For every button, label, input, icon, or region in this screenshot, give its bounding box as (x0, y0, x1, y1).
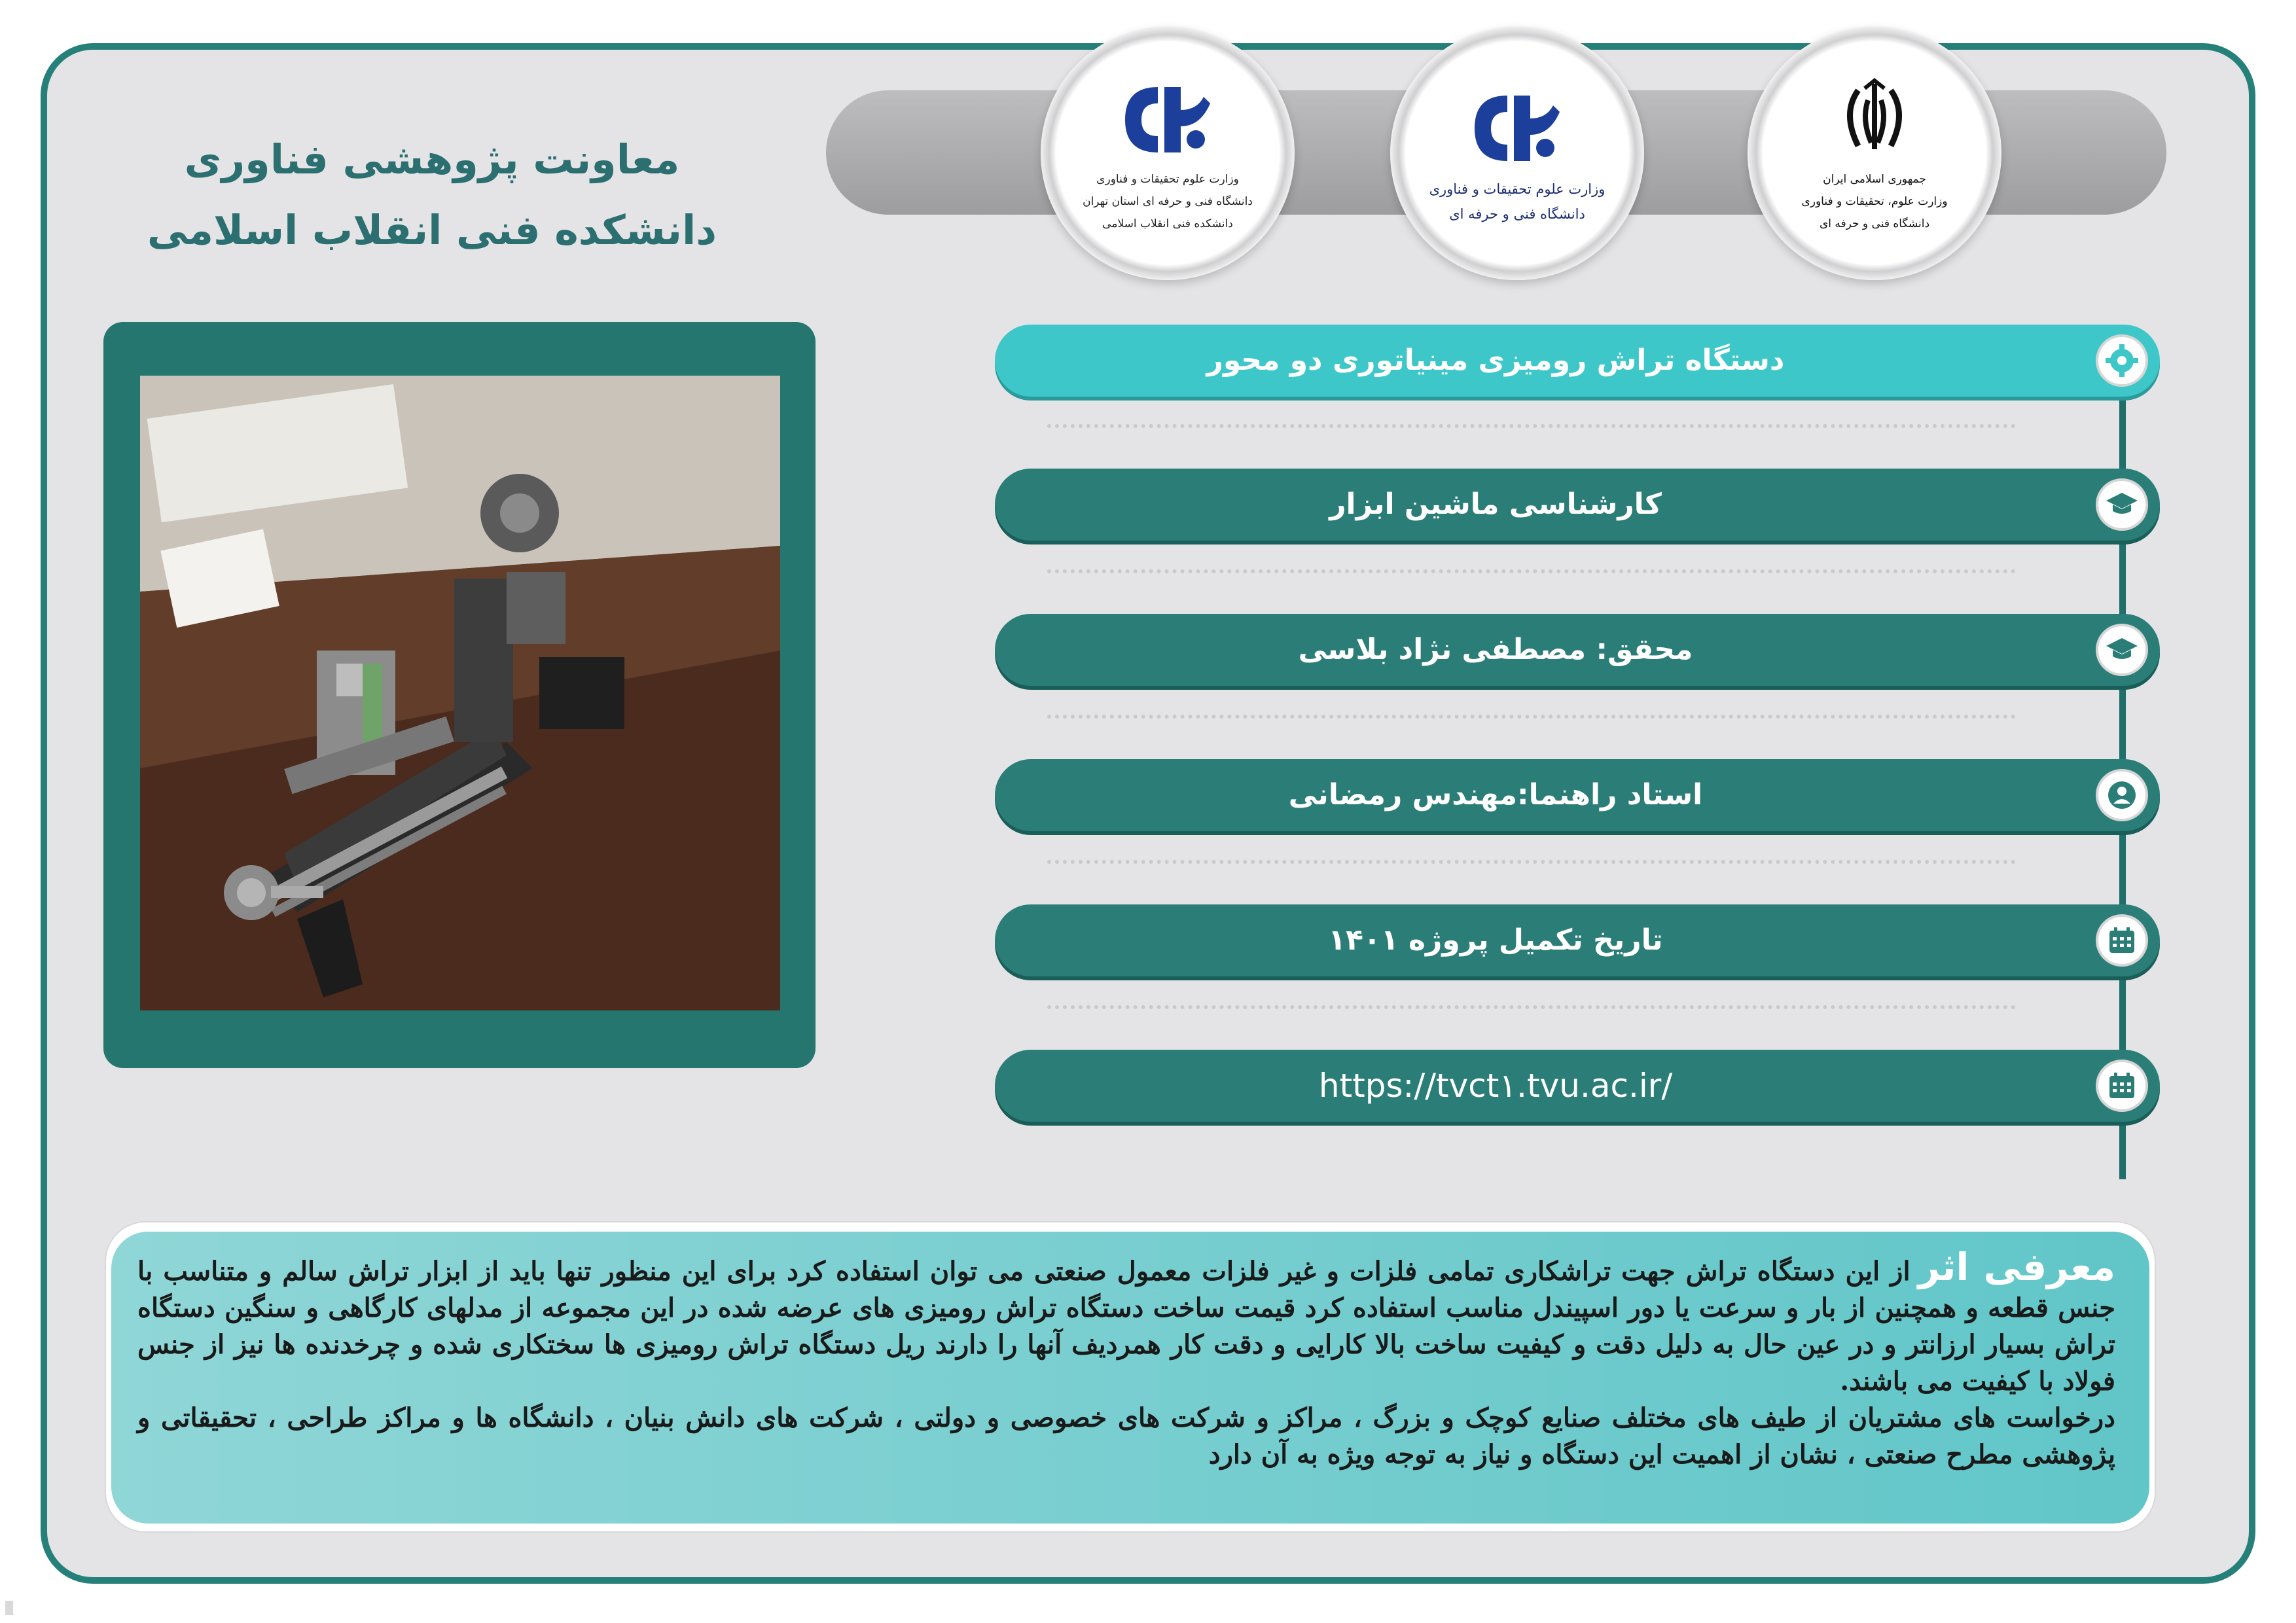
website-link[interactable]: https://tvct۱.tvu.ac.ir/ (1318, 1067, 1673, 1105)
supervisor-label: استاد راهنما:مهندس رمضانی (1288, 778, 1703, 812)
introduction-body-2: درخواست های مشتریان از طیف های مختلف صنایع کوچک و بزرگ ، مراکز و شرکت های خصوصی و دولتی ، شرکت های دانش بنیان ، دانشگاه ها و مراکز طراحی ، تحقیقاتی و پژوهشی مطرح صنعتی ، نشان از اهمیت این دستگاه و نیاز به توجه ویژه به آن دارد (137, 1402, 2115, 1470)
organization-title (118, 124, 746, 266)
title-line-1: معاونت پژوهشی فناوری (184, 135, 680, 183)
logo-text-line: دانشگاه فنی و حرفه ای (1819, 217, 1930, 230)
completion-date-label: تاریخ تکمیل پروژه ۱۴۰۱ (1328, 923, 1663, 957)
supervisor-row (995, 759, 2160, 831)
calendar-icon (2096, 914, 2148, 967)
logo-text-line: وزارت علوم تحقیقات و فناوری (1096, 173, 1239, 186)
researcher-label: محقق: مصطفی نژاد بلاسی (1298, 633, 1693, 666)
project-title: دستگاه تراش رومیزی مینیاتوری دو محور (1206, 344, 1785, 377)
tvu-logo-icon (1112, 74, 1223, 166)
graduation-cap-icon (2096, 478, 2148, 531)
photo-frame (103, 322, 816, 1068)
faculty-logo (1041, 26, 1295, 280)
website-row[interactable] (995, 1050, 2160, 1122)
researcher-row (995, 614, 2160, 686)
introduction-heading: معرفی اثر (1918, 1245, 2116, 1289)
introduction-box (106, 1222, 2155, 1531)
iran-emblem-icon (1819, 74, 1930, 166)
degree-row (995, 469, 2160, 541)
dotted-divider (1047, 860, 2016, 864)
graduation-cap-icon (2096, 624, 2148, 676)
logo-text-line: جمهوری اسلامی ایران (1823, 173, 1926, 186)
lathe-machine-image (140, 376, 780, 1010)
introduction-panel (111, 1232, 2149, 1524)
logo-text-line: وزارت علوم تحقیقات و فناوری (1429, 181, 1605, 197)
user-icon (2096, 769, 2148, 821)
dotted-divider (1047, 1005, 2016, 1009)
iran-emblem-logo (1748, 26, 2001, 280)
logo-text-line: وزارت علوم، تحقیقات و فناوری (1801, 195, 1948, 208)
logo-text-line: دانشگاه فنی و حرفه ای استان تهران (1083, 195, 1253, 208)
gear-icon (2096, 334, 2148, 387)
calendar-icon (2096, 1060, 2148, 1112)
introduction-body: از این دستگاه تراش جهت تراشکاری تمامی فلزات و غیر فلزات معمول صنعتی می توان استفاده کرد برای این منظور تنها باید از ابزار تراش سالم و متناسب با جنس قطعه و همچنین از بار و سرعت یا دور اسپیندل مناسب استفاده کرد قیمت ساخت دستگاه تراش رومیزی های عرضه شده در این مجموعه از مدلهای کارگاهی و سنگین دستگاه تراش بسیار ارزانتر و در عین حال به دلیل دقت و کیفیت ساخت بالا کارایی و دقت کار همردیف آنها را دارند ریل دستگاه تراش رومیزی ها سختکاری شده و چرخدنده ها نیز از جنس فولاد با کیفیت می باشند. (137, 1256, 2115, 1397)
watermark (5, 1601, 13, 1615)
dotted-divider (1047, 424, 2016, 428)
title-line-2: دانشکده فنی انقلاب اسلامی (147, 206, 717, 254)
completion-date-row (995, 904, 2160, 976)
project-photo (140, 376, 780, 1010)
logo-text-line: دانشگاه فنی و حرفه ای (1449, 206, 1585, 222)
dotted-divider (1047, 715, 2016, 719)
tvu-logo-icon (1462, 82, 1573, 174)
introduction-text (137, 1245, 2116, 1473)
dotted-divider (1047, 569, 2016, 573)
university-logo (1390, 26, 1644, 280)
project-title-row (995, 325, 2160, 397)
degree-label: کارشناسی ماشین ابزار (1329, 488, 1662, 521)
logo-text-line: دانشکده فنی انقلاب اسلامی (1102, 217, 1233, 230)
